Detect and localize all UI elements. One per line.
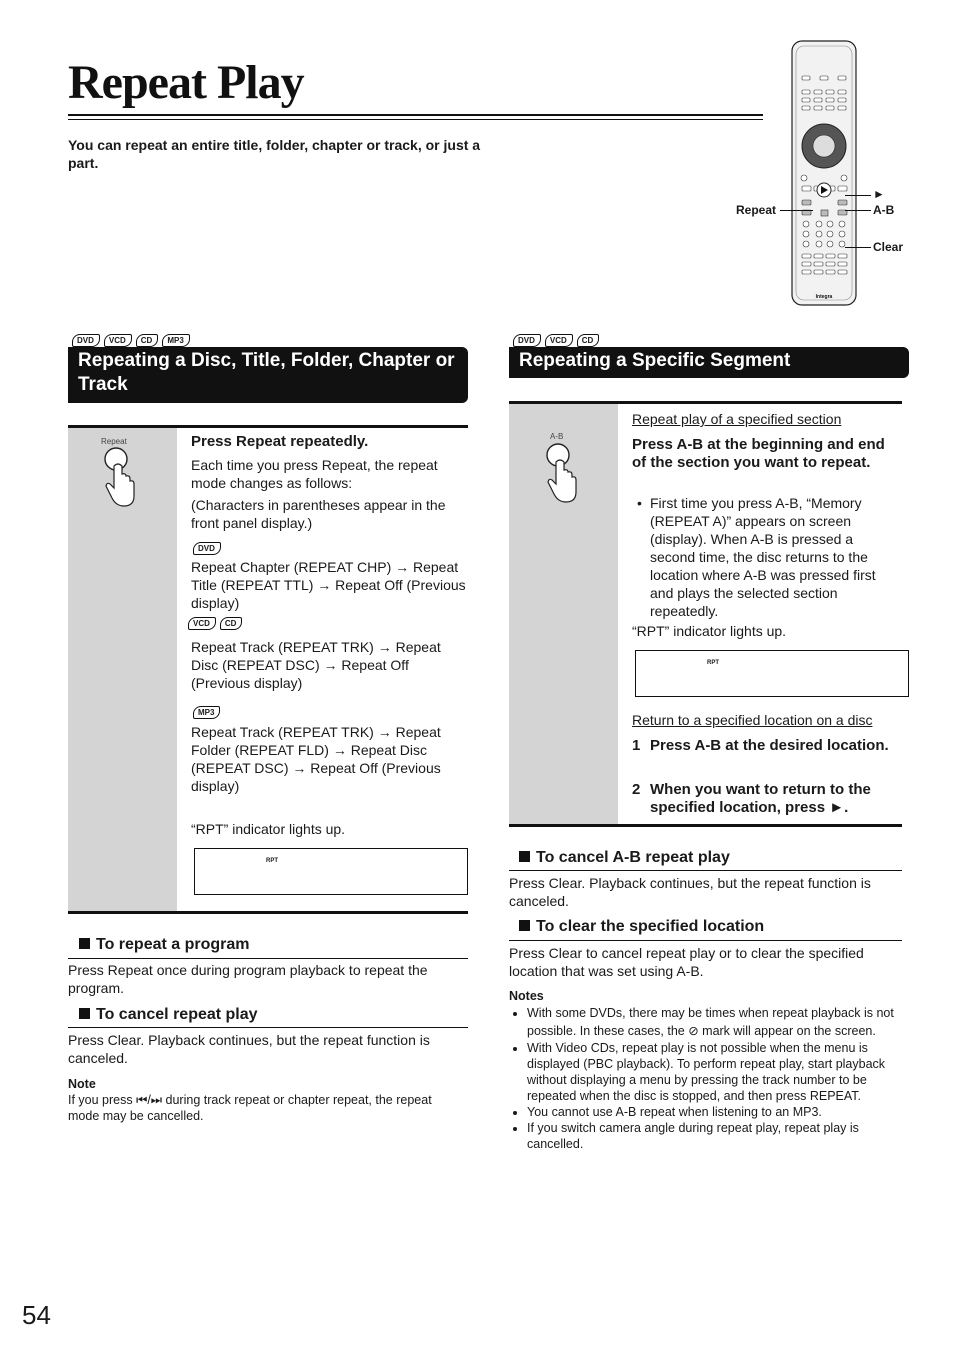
vcd-sequence: Repeat Track (REPEAT TRK) → Repeat Disc (REPEAT DSC) → Repeat Off (Previous display): [191, 639, 441, 691]
remote-control-image: [790, 40, 858, 306]
cancel-repeat-heading-rule: [68, 1027, 468, 1028]
note-item: • With Video CDs, repeat play is not possible when the menu is displayed (PBC playback). To perform repeat play, start playback without displaying a menu by pressing the track number to be repeated when the disc is stopped, and then press REPEAT.: [527, 1040, 902, 1104]
right-step-title: Press A-B at the beginning and end of the section you want to repeat.: [632, 436, 885, 471]
title-rule-thin: [68, 119, 763, 120]
clear-location-text: Press Clear to cancel repeat play or to clear the specified location that was set using A-B.: [509, 945, 864, 979]
callout-play: ►: [873, 187, 885, 201]
right-bullet-dot: •: [637, 495, 642, 511]
program-heading: [79, 936, 250, 954]
callout-clear: Clear: [873, 240, 904, 254]
left-rpt-note: “RPT” indicator lights up.: [191, 821, 346, 837]
step2-text: When you want to return to the specified location, press ►.: [650, 781, 871, 816]
badge-dvd-r: DVD: [513, 334, 541, 347]
callout-ab: A-B: [873, 203, 895, 217]
clear-location-heading-rule: [509, 940, 902, 941]
right-bullet-text: First time you press A-B, “Memory (REPEAT A)” appears on screen (display). When A-B is pressed a second time, the disc returns to the location where A-B was pressed first and plays the selected section repeatedly.: [650, 495, 876, 619]
cd-mode-badge: CD: [220, 617, 243, 630]
badge-cd-r: CD: [577, 334, 600, 347]
page-title: Repeat Play: [68, 56, 304, 109]
right-sub2: Return to a specified location on a disc: [632, 712, 873, 728]
cancel-repeat-heading-square: [79, 1008, 90, 1019]
left-note-heading: Note: [68, 1077, 96, 1091]
badge-vcd: VCD: [104, 334, 132, 347]
badge-cd: CD: [136, 334, 159, 347]
callout-clear-line: [845, 247, 871, 248]
left-disc-badges: [72, 330, 194, 348]
mp3-sequence: Repeat Track (REPEAT TRK) → Repeat Folder (REPEAT FLD) → Repeat Disc (REPEAT DSC) → Repeat Off (Previous display): [191, 724, 441, 794]
left-section-heading: Repeating a Disc, Title, Folder, Chapter or Track: [68, 347, 468, 403]
dvd-mode-badge-wrap: [193, 538, 225, 556]
right-front-panel-display: [635, 650, 909, 697]
repeat-button-label: Repeat: [101, 437, 127, 446]
left-p2: (Characters in parentheses appear in the front panel display.): [191, 497, 446, 531]
program-heading-rule: [68, 958, 468, 959]
callout-play-line: [845, 195, 871, 196]
mp3-mode-badge-wrap: [193, 702, 224, 720]
cancel-ab-heading-square: [519, 851, 530, 862]
dvd-mode-badge: DVD: [193, 542, 221, 555]
program-text: Press Repeat once during program playback to repeat the program.: [68, 962, 428, 996]
press-repeat-hand-icon: [100, 446, 140, 510]
program-heading-square: [79, 938, 90, 949]
vcd-mode-badges: [188, 613, 246, 631]
right-panel-bottom-rule: [509, 824, 902, 827]
left-p1: Each time you press Repeat, the repeat mode changes as follows:: [191, 457, 438, 491]
vcd-mode-badge: VCD: [188, 617, 216, 630]
callout-ab-line: [845, 210, 871, 211]
cancel-ab-heading: [519, 849, 730, 867]
cancel-repeat-heading: [79, 1006, 258, 1024]
callout-repeat: Repeat: [736, 203, 777, 217]
title-rule: [68, 114, 763, 116]
step2-number: 2: [632, 781, 641, 798]
note-item: • If you switch camera angle during repeat play, repeat play is cancelled.: [527, 1120, 902, 1152]
left-front-panel-display: [194, 848, 468, 895]
left-step-title: Press Repeat repeatedly.: [191, 433, 369, 450]
note-item: • With some DVDs, there may be times when repeat playback is not possible. In these cases, the ⊘ mark will appear on the screen.: [527, 1004, 902, 1040]
cancel-ab-text: Press Clear. Playback continues, but the repeat function is canceled.: [509, 875, 871, 909]
callout-repeat-line: [780, 210, 813, 211]
right-notes-heading: Notes: [509, 989, 544, 1003]
badge-mp3: MP3: [162, 334, 189, 347]
right-section-heading: Repeating a Specific Segment: [509, 347, 909, 378]
ab-button-label: A-B: [550, 432, 564, 441]
step1-text: Press A-B at the desired location.: [650, 737, 889, 754]
clear-location-heading-text: To clear the specified location: [536, 918, 765, 935]
clear-location-heading: [519, 918, 764, 936]
dvd-sequence: Repeat Chapter (REPEAT CHP) → Repeat Title (REPEAT TTL) → Repeat Off (Previous display): [191, 559, 466, 611]
clear-location-heading-square: [519, 920, 530, 931]
cancel-repeat-heading-text: To cancel repeat play: [96, 1006, 258, 1023]
page-number: 54: [22, 1300, 51, 1330]
press-ab-hand-icon: [542, 442, 582, 506]
left-panel-bottom-rule: [68, 911, 468, 914]
program-heading-text: To repeat a program: [96, 936, 250, 953]
badge-vcd-r: VCD: [545, 334, 573, 347]
cancel-ab-heading-text: To cancel A-B repeat play: [536, 849, 730, 866]
right-notes-list: [509, 1004, 902, 1152]
mp3-mode-badge: MP3: [193, 706, 220, 719]
right-rpt-indicator: RPT: [707, 660, 719, 666]
cancel-ab-heading-rule: [509, 870, 902, 871]
right-sub1: Repeat play of a specified section: [632, 411, 842, 427]
note-item: • You cannot use A-B repeat when listening to an MP3.: [527, 1104, 902, 1120]
left-rpt-indicator: RPT: [266, 858, 278, 864]
right-disc-badges: [513, 330, 603, 348]
right-rpt-note: “RPT” indicator lights up.: [632, 623, 787, 639]
step1-number: 1: [632, 737, 641, 754]
cancel-repeat-text: Press Clear. Playback continues, but the repeat function is canceled.: [68, 1032, 430, 1066]
remote-brand: Integra: [815, 294, 833, 300]
left-note-text: If you press ⏮/⏭ during track repeat or chapter repeat, the repeat mode may be cancelled.: [68, 1093, 432, 1123]
intro-text: You can repeat an entire title, folder, chapter or track, or just a part.: [68, 137, 481, 171]
badge-dvd: DVD: [72, 334, 100, 347]
